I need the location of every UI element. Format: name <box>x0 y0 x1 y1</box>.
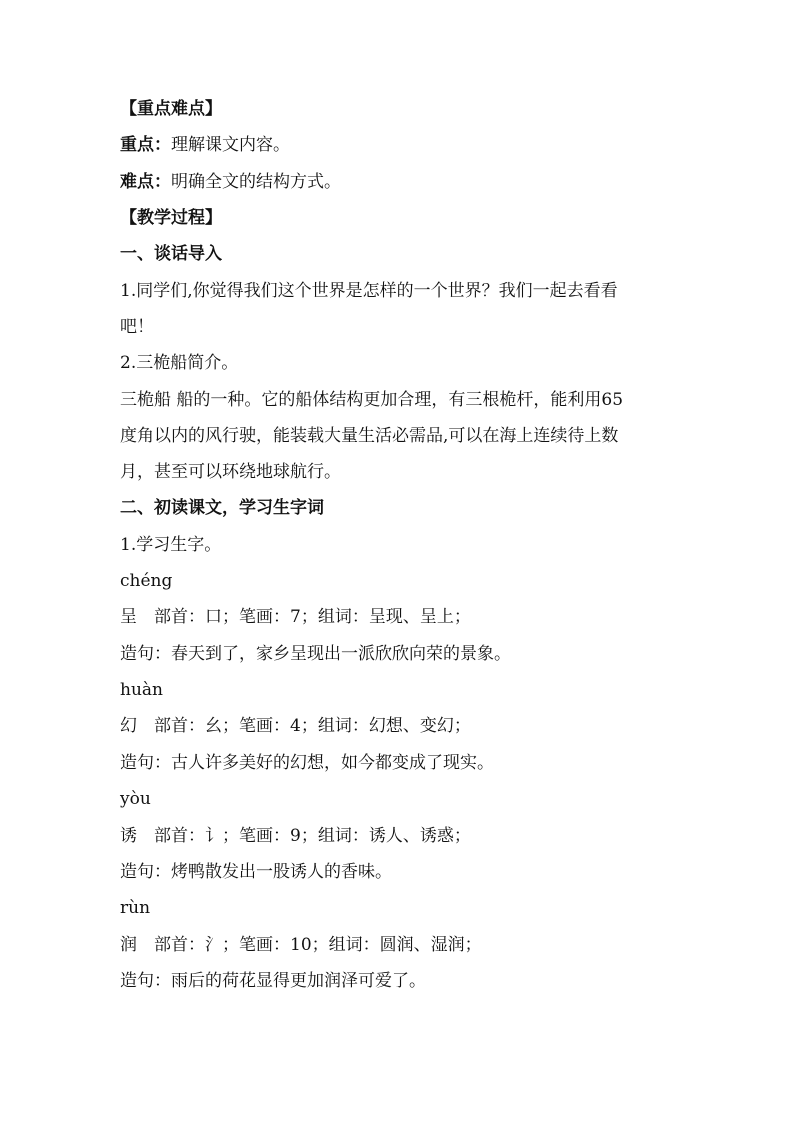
char-pinyin: yòu <box>120 789 151 809</box>
focus-line <box>120 134 680 156</box>
ship-desc-line3: 月，甚至可以环绕地球航行。 <box>120 462 341 482</box>
char-entry: 呈 部首：口；笔画：7；组词：呈现、呈上； <box>120 607 471 627</box>
difficulty-label: 难点： <box>120 172 171 192</box>
focus-text: 理解课文内容。 <box>171 135 290 155</box>
char-sentence: 造句：雨后的荷花显得更加润泽可爱了。 <box>120 971 426 991</box>
section1-item2: 2.三桅船简介。 <box>120 353 239 373</box>
key-points-heading: 【重点难点】 <box>120 99 222 119</box>
char-entry: 幻 部首：幺；笔画：4；组词：幻想、变幻； <box>120 716 471 736</box>
section1-heading: 一、谈话导入 <box>120 244 222 264</box>
section2-heading: 二、初读课文，学习生字词 <box>120 498 324 518</box>
section1-item1-line2: 吧！ <box>120 317 154 337</box>
char-entry: 润 部首：氵；笔画：10；组词：圆润、湿润； <box>120 935 482 955</box>
difficulty-text: 明确全文的结构方式。 <box>171 172 341 192</box>
char-pinyin: chéng <box>120 571 173 591</box>
section1-item1-line1: 1.同学们,你觉得我们这个世界是怎样的一个世界？我们一起去看看 <box>120 281 618 301</box>
ship-desc-line1: 三桅船 船的一种。它的船体结构更加合理，有三根桅杆，能利用65 <box>120 390 624 410</box>
char-sentence: 造句：古人许多美好的幻想，如今都变成了现实。 <box>120 753 494 773</box>
char-pinyin: rùn <box>120 898 151 918</box>
char-sentence: 造句：春天到了，家乡呈现出一派欣欣向荣的景象。 <box>120 644 511 664</box>
teaching-heading: 【教学过程】 <box>120 208 222 228</box>
char-entry: 诱 部首：讠；笔画：9；组词：诱人、诱惑； <box>120 826 471 846</box>
ship-desc-line2: 度角以内的风行驶，能装载大量生活必需品,可以在海上连续待上数 <box>120 426 619 446</box>
difficulty-line <box>120 171 680 193</box>
focus-label: 重点： <box>120 135 171 155</box>
char-sentence: 造句：烤鸭散发出一股诱人的香味。 <box>120 862 392 882</box>
section2-item1: 1.学习生字。 <box>120 535 222 555</box>
char-pinyin: huàn <box>120 680 163 700</box>
